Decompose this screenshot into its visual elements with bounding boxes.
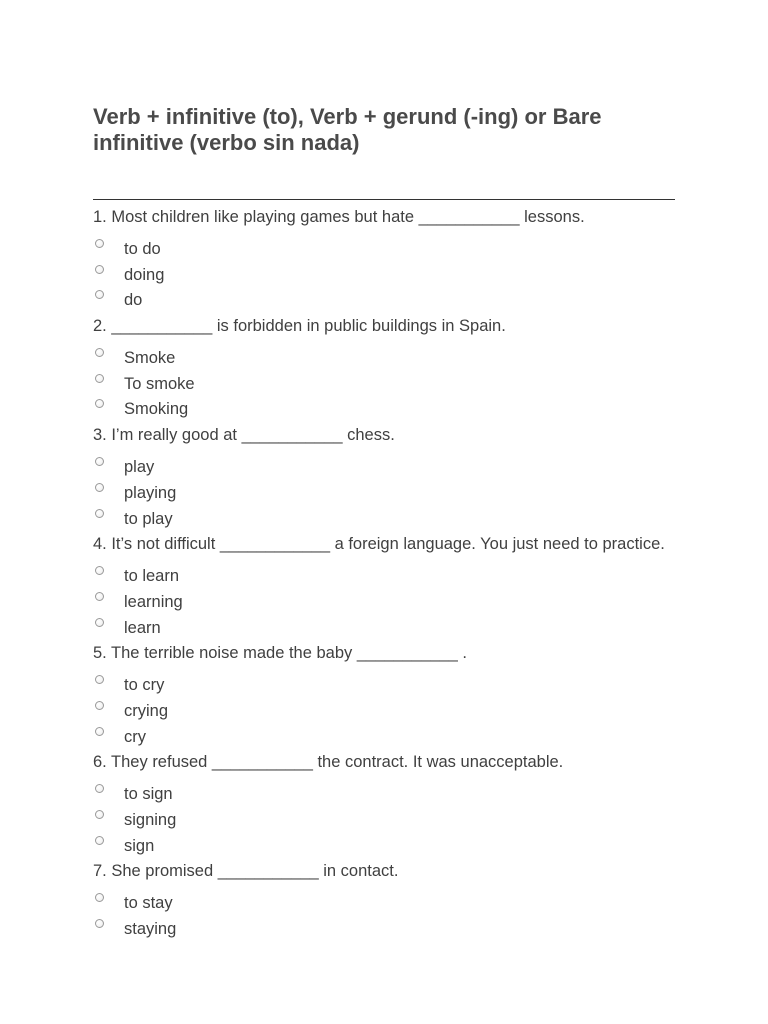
answer-option[interactable] <box>93 484 675 510</box>
radio-button-icon[interactable] <box>95 919 104 928</box>
question-text: 5. The terrible noise made the baby ___________ . <box>93 644 467 663</box>
radio-button-icon[interactable] <box>95 265 104 274</box>
radio-button-icon[interactable] <box>95 784 104 793</box>
answer-option[interactable] <box>93 619 675 645</box>
option-label: staying <box>124 920 177 939</box>
answer-option[interactable] <box>93 785 675 811</box>
divider <box>93 199 675 200</box>
radio-button-icon[interactable] <box>95 592 104 601</box>
question-2 <box>93 317 675 426</box>
quiz-page <box>93 104 675 946</box>
answer-option[interactable] <box>93 728 675 754</box>
answer-option[interactable] <box>93 375 675 401</box>
answer-option[interactable] <box>93 920 675 946</box>
radio-button-icon[interactable] <box>95 290 104 299</box>
option-label: crying <box>124 701 169 720</box>
answer-option[interactable] <box>93 702 675 728</box>
radio-button-icon[interactable] <box>95 509 104 518</box>
answer-option[interactable] <box>93 593 675 619</box>
answer-option[interactable] <box>93 400 675 426</box>
question-5 <box>93 644 675 753</box>
question-text: 7. She promised ___________ in contact. <box>93 862 399 881</box>
radio-button-icon[interactable] <box>95 893 104 902</box>
option-label: doing <box>124 265 165 284</box>
option-label: signing <box>124 811 177 829</box>
radio-button-icon[interactable] <box>95 348 104 357</box>
answer-option[interactable] <box>93 567 675 593</box>
option-label: Smoke <box>124 349 176 368</box>
option-label: play <box>124 458 155 477</box>
radio-button-icon[interactable] <box>95 836 104 845</box>
option-label: learning <box>124 592 183 611</box>
answer-option[interactable] <box>93 894 675 920</box>
radio-button-icon[interactable] <box>95 239 104 248</box>
option-label: cry <box>124 727 146 746</box>
option-label: to learn <box>124 567 180 586</box>
radio-button-icon[interactable] <box>95 399 104 408</box>
option-label: to sign <box>124 785 173 804</box>
option-label: do <box>124 291 143 310</box>
option-label: to play <box>124 509 173 528</box>
question-7 <box>93 862 675 945</box>
answer-option[interactable] <box>93 837 675 863</box>
question-text: 4. It’s not difficult ____________ a foreign language. You just need to practice. <box>93 535 665 554</box>
option-label: sign <box>124 836 155 855</box>
radio-button-icon[interactable] <box>95 618 104 627</box>
radio-button-icon[interactable] <box>95 675 104 684</box>
answer-option[interactable] <box>93 676 675 702</box>
radio-button-icon[interactable] <box>95 457 104 466</box>
option-label: To smoke <box>124 374 195 393</box>
question-4 <box>93 535 675 644</box>
question-text: 1. Most children like playing games but hate ___________ lessons. <box>93 208 585 226</box>
answer-option[interactable] <box>93 510 675 536</box>
radio-button-icon[interactable] <box>95 810 104 819</box>
answer-option[interactable] <box>93 349 675 375</box>
question-3 <box>93 426 675 535</box>
answer-option[interactable] <box>93 291 675 317</box>
radio-button-icon[interactable] <box>95 727 104 736</box>
radio-button-icon[interactable] <box>95 483 104 492</box>
option-label: learn <box>124 618 161 637</box>
answer-option[interactable] <box>93 811 675 837</box>
question-list <box>93 208 675 946</box>
question-text: 6. They refused ___________ the contract. It was unacceptable. <box>93 753 564 772</box>
radio-button-icon[interactable] <box>95 374 104 383</box>
radio-button-icon[interactable] <box>95 566 104 575</box>
answer-option[interactable] <box>93 240 675 266</box>
question-text: 2. ___________ is forbidden in public buildings in Spain. <box>93 317 506 336</box>
answer-option[interactable] <box>93 266 675 292</box>
option-label: playing <box>124 483 177 502</box>
question-6 <box>93 753 675 862</box>
option-label: to do <box>124 240 161 258</box>
option-label: to stay <box>124 894 173 913</box>
option-label: to cry <box>124 676 165 695</box>
page-title: Verb + infinitive (to), Verb + gerund (-ing) or Bare infinitive (verbo sin nada) <box>93 104 602 155</box>
question-1 <box>93 208 675 317</box>
radio-button-icon[interactable] <box>95 701 104 710</box>
question-text: 3. I’m really good at ___________ chess. <box>93 426 395 445</box>
answer-option[interactable] <box>93 458 675 484</box>
option-label: Smoking <box>124 400 189 419</box>
